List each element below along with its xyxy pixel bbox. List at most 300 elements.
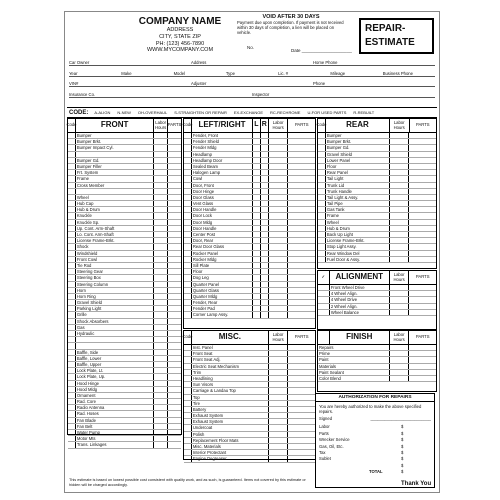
parts-cell[interactable]: [409, 139, 436, 144]
code-cell[interactable]: [68, 152, 76, 157]
parts-cell[interactable]: [288, 176, 315, 181]
labor-cell[interactable]: [269, 345, 289, 350]
code-cell[interactable]: [68, 145, 76, 150]
labor-cell[interactable]: [269, 419, 289, 424]
parts-cell[interactable]: [168, 430, 181, 435]
labor-cell[interactable]: [269, 388, 289, 393]
parts-cell[interactable]: [288, 312, 315, 317]
labor-cell[interactable]: [269, 413, 289, 418]
code-cell[interactable]: [318, 220, 326, 225]
parts-cell[interactable]: [409, 213, 436, 218]
parts-cell[interactable]: [168, 312, 181, 317]
left-check-cell[interactable]: [253, 195, 261, 200]
parts-cell[interactable]: [168, 176, 181, 181]
labor-cell[interactable]: [269, 357, 289, 362]
left-check-cell[interactable]: [253, 294, 261, 299]
right-check-cell[interactable]: [261, 139, 269, 144]
parts-cell[interactable]: [168, 183, 181, 188]
code-cell[interactable]: [184, 345, 192, 350]
labor-cell[interactable]: [390, 201, 410, 206]
parts-cell[interactable]: [168, 207, 181, 212]
code-cell[interactable]: [68, 220, 76, 225]
parts-cell[interactable]: [409, 257, 436, 262]
code-cell[interactable]: [68, 356, 76, 361]
labor-cell[interactable]: [269, 450, 289, 455]
code-cell[interactable]: [68, 139, 76, 144]
labor-cell[interactable]: [154, 300, 168, 305]
parts-cell[interactable]: [168, 325, 181, 330]
code-cell[interactable]: [68, 207, 76, 212]
labor-cell[interactable]: [390, 170, 410, 175]
parts-cell[interactable]: [409, 351, 436, 356]
labor-cell[interactable]: [390, 364, 410, 369]
left-check-cell[interactable]: [253, 251, 261, 256]
parts-cell[interactable]: [409, 238, 436, 243]
labor-cell[interactable]: [154, 244, 168, 249]
code-cell[interactable]: [68, 164, 76, 169]
labor-cell[interactable]: [390, 251, 410, 256]
code-cell[interactable]: [68, 282, 76, 287]
parts-cell[interactable]: [168, 275, 181, 280]
labor-cell[interactable]: [154, 282, 168, 287]
code-cell[interactable]: [318, 310, 330, 315]
labor-cell[interactable]: [269, 220, 289, 225]
labor-cell[interactable]: [269, 189, 289, 194]
code-cell[interactable]: [68, 288, 76, 293]
code-cell[interactable]: [68, 244, 76, 249]
code-cell[interactable]: [318, 176, 326, 181]
code-cell[interactable]: [184, 189, 192, 194]
labor-cell[interactable]: [269, 133, 289, 138]
code-cell[interactable]: [184, 213, 192, 218]
parts-cell[interactable]: [409, 285, 436, 290]
code-cell[interactable]: [184, 456, 192, 461]
code-cell[interactable]: [68, 312, 76, 317]
labor-cell[interactable]: [390, 232, 410, 237]
code-cell[interactable]: [184, 351, 192, 356]
code-cell[interactable]: [68, 319, 76, 324]
parts-cell[interactable]: [288, 345, 315, 350]
labor-cell[interactable]: [390, 183, 410, 188]
right-check-cell[interactable]: [261, 269, 269, 274]
parts-cell[interactable]: [168, 442, 181, 447]
left-check-cell[interactable]: [253, 158, 261, 163]
labor-cell[interactable]: [269, 164, 289, 169]
parts-cell[interactable]: [409, 176, 436, 181]
labor-cell[interactable]: [154, 362, 168, 367]
code-cell[interactable]: [184, 158, 192, 163]
parts-cell[interactable]: [288, 238, 315, 243]
labor-cell[interactable]: [269, 201, 289, 206]
labor-cell[interactable]: [154, 325, 168, 330]
labor-cell[interactable]: [154, 183, 168, 188]
labor-cell[interactable]: [154, 238, 168, 243]
labor-cell[interactable]: [269, 382, 289, 387]
left-check-cell[interactable]: [253, 152, 261, 157]
code-cell[interactable]: [318, 291, 330, 296]
parts-cell[interactable]: [168, 158, 181, 163]
labor-cell[interactable]: [154, 399, 168, 404]
labor-cell[interactable]: [269, 176, 289, 181]
info-field[interactable]: VIN#: [69, 81, 191, 87]
code-cell[interactable]: [184, 306, 192, 311]
code-cell[interactable]: [68, 381, 76, 386]
labor-cell[interactable]: [390, 291, 410, 296]
code-cell[interactable]: [184, 139, 192, 144]
code-cell[interactable]: [184, 275, 192, 280]
parts-cell[interactable]: [168, 350, 181, 355]
left-check-cell[interactable]: [253, 145, 261, 150]
parts-cell[interactable]: [288, 183, 315, 188]
labor-cell[interactable]: [390, 207, 410, 212]
code-cell[interactable]: [184, 388, 192, 393]
right-check-cell[interactable]: [261, 195, 269, 200]
parts-cell[interactable]: [168, 220, 181, 225]
parts-cell[interactable]: [288, 145, 315, 150]
code-cell[interactable]: [68, 350, 76, 355]
labor-cell[interactable]: [390, 285, 410, 290]
left-check-cell[interactable]: [253, 176, 261, 181]
parts-cell[interactable]: [168, 139, 181, 144]
code-cell[interactable]: [68, 331, 76, 336]
code-cell[interactable]: [68, 300, 76, 305]
labor-cell[interactable]: [154, 387, 168, 392]
code-cell[interactable]: [184, 152, 192, 157]
left-check-cell[interactable]: [253, 269, 261, 274]
parts-cell[interactable]: [168, 189, 181, 194]
parts-cell[interactable]: [288, 257, 315, 262]
labor-cell[interactable]: [154, 176, 168, 181]
code-cell[interactable]: [318, 189, 326, 194]
code-cell[interactable]: [318, 232, 326, 237]
labor-cell[interactable]: [269, 232, 289, 237]
code-cell[interactable]: [184, 450, 192, 455]
parts-cell[interactable]: [168, 436, 181, 441]
labor-cell[interactable]: [154, 170, 168, 175]
labor-cell[interactable]: [269, 263, 289, 268]
code-cell[interactable]: [184, 382, 192, 387]
signed-line[interactable]: Signed __________________________: [319, 416, 431, 421]
labor-cell[interactable]: [390, 257, 410, 262]
labor-cell[interactable]: [269, 288, 289, 293]
code-cell[interactable]: [184, 201, 192, 206]
code-cell[interactable]: [318, 244, 326, 249]
left-check-cell[interactable]: [253, 213, 261, 218]
right-check-cell[interactable]: [261, 244, 269, 249]
left-check-cell[interactable]: [253, 220, 261, 225]
parts-cell[interactable]: [288, 456, 315, 461]
right-check-cell[interactable]: [261, 306, 269, 311]
labor-cell[interactable]: [154, 418, 168, 423]
left-check-cell[interactable]: [253, 189, 261, 194]
info-field[interactable]: Car Owner: [69, 60, 191, 66]
labor-cell[interactable]: [269, 395, 289, 400]
parts-cell[interactable]: [168, 152, 181, 157]
labor-cell[interactable]: [154, 139, 168, 144]
parts-cell[interactable]: [288, 370, 315, 375]
labor-cell[interactable]: [269, 282, 289, 287]
labor-cell[interactable]: [154, 251, 168, 256]
right-check-cell[interactable]: [261, 133, 269, 138]
code-cell[interactable]: [184, 220, 192, 225]
parts-cell[interactable]: [288, 413, 315, 418]
parts-cell[interactable]: [409, 133, 436, 138]
info-field[interactable]: Address: [191, 60, 313, 66]
code-cell[interactable]: [68, 195, 76, 200]
labor-cell[interactable]: [269, 351, 289, 356]
labor-cell[interactable]: [390, 139, 410, 144]
right-check-cell[interactable]: [261, 288, 269, 293]
code-cell[interactable]: [184, 364, 192, 369]
left-check-cell[interactable]: [253, 282, 261, 287]
code-cell[interactable]: [184, 195, 192, 200]
parts-cell[interactable]: [168, 362, 181, 367]
code-cell[interactable]: [184, 419, 192, 424]
parts-cell[interactable]: [168, 405, 181, 410]
parts-cell[interactable]: [288, 376, 315, 381]
labor-cell[interactable]: [269, 438, 289, 443]
parts-cell[interactable]: [409, 183, 436, 188]
parts-cell[interactable]: [168, 319, 181, 324]
left-check-cell[interactable]: [253, 232, 261, 237]
code-cell[interactable]: [68, 405, 76, 410]
code-cell[interactable]: [318, 257, 326, 262]
code-cell[interactable]: [68, 387, 76, 392]
parts-cell[interactable]: [409, 251, 436, 256]
code-cell[interactable]: [68, 170, 76, 175]
parts-cell[interactable]: [409, 364, 436, 369]
right-check-cell[interactable]: [261, 183, 269, 188]
parts-cell[interactable]: [168, 418, 181, 423]
left-check-cell[interactable]: [253, 244, 261, 249]
code-cell[interactable]: [318, 251, 326, 256]
code-cell[interactable]: [184, 170, 192, 175]
parts-cell[interactable]: [288, 401, 315, 406]
parts-cell[interactable]: [288, 450, 315, 455]
code-cell[interactable]: [68, 325, 76, 330]
labor-cell[interactable]: [269, 432, 289, 437]
labor-cell[interactable]: [154, 189, 168, 194]
code-cell[interactable]: [68, 238, 76, 243]
labor-cell[interactable]: [269, 376, 289, 381]
labor-cell[interactable]: [390, 310, 410, 315]
labor-cell[interactable]: [154, 164, 168, 169]
labor-cell[interactable]: [269, 226, 289, 231]
code-cell[interactable]: [184, 288, 192, 293]
code-cell[interactable]: [184, 282, 192, 287]
labor-cell[interactable]: [154, 430, 168, 435]
parts-cell[interactable]: [288, 364, 315, 369]
parts-cell[interactable]: [168, 251, 181, 256]
parts-cell[interactable]: [168, 213, 181, 218]
code-cell[interactable]: [184, 312, 192, 317]
parts-cell[interactable]: [288, 382, 315, 387]
code-cell[interactable]: [68, 442, 76, 447]
left-check-cell[interactable]: [253, 170, 261, 175]
parts-cell[interactable]: [288, 300, 315, 305]
parts-cell[interactable]: [168, 393, 181, 398]
code-cell[interactable]: [318, 152, 326, 157]
left-check-cell[interactable]: [253, 164, 261, 169]
labor-cell[interactable]: [390, 297, 410, 302]
labor-cell[interactable]: [269, 170, 289, 175]
parts-cell[interactable]: [168, 368, 181, 373]
labor-cell[interactable]: [154, 207, 168, 212]
labor-cell[interactable]: [269, 238, 289, 243]
parts-cell[interactable]: [409, 244, 436, 249]
labor-cell[interactable]: [390, 244, 410, 249]
info-field[interactable]: Lic. #: [278, 71, 330, 77]
labor-cell[interactable]: [390, 152, 410, 157]
parts-cell[interactable]: [168, 387, 181, 392]
labor-cell[interactable]: [154, 263, 168, 268]
parts-cell[interactable]: [168, 300, 181, 305]
code-cell[interactable]: [68, 176, 76, 181]
code-cell[interactable]: [318, 145, 326, 150]
right-check-cell[interactable]: [261, 164, 269, 169]
parts-cell[interactable]: [288, 294, 315, 299]
labor-cell[interactable]: [390, 376, 410, 381]
code-cell[interactable]: [184, 438, 192, 443]
code-cell[interactable]: [68, 158, 76, 163]
parts-cell[interactable]: [409, 207, 436, 212]
parts-cell[interactable]: [409, 145, 436, 150]
right-check-cell[interactable]: [261, 220, 269, 225]
labor-cell[interactable]: [154, 145, 168, 150]
code-cell[interactable]: [184, 251, 192, 256]
code-cell[interactable]: [184, 376, 192, 381]
code-cell[interactable]: [68, 226, 76, 231]
parts-cell[interactable]: [409, 291, 436, 296]
labor-cell[interactable]: [154, 158, 168, 163]
code-cell[interactable]: [184, 269, 192, 274]
labor-cell[interactable]: [154, 343, 168, 348]
left-check-cell[interactable]: [253, 300, 261, 305]
code-cell[interactable]: [184, 257, 192, 262]
parts-cell[interactable]: [288, 425, 315, 430]
labor-cell[interactable]: [269, 294, 289, 299]
code-cell[interactable]: [318, 133, 326, 138]
labor-cell[interactable]: [390, 370, 410, 375]
right-check-cell[interactable]: [261, 294, 269, 299]
labor-cell[interactable]: [390, 189, 410, 194]
left-check-cell[interactable]: [253, 139, 261, 144]
code-cell[interactable]: [68, 201, 76, 206]
info-field[interactable]: Inspector: [252, 92, 435, 98]
labor-cell[interactable]: [269, 251, 289, 256]
parts-cell[interactable]: [288, 201, 315, 206]
right-check-cell[interactable]: [261, 282, 269, 287]
code-cell[interactable]: [318, 304, 330, 309]
labor-cell[interactable]: [154, 226, 168, 231]
labor-cell[interactable]: [269, 244, 289, 249]
left-check-cell[interactable]: [253, 238, 261, 243]
parts-cell[interactable]: [288, 189, 315, 194]
parts-cell[interactable]: [168, 294, 181, 299]
labor-cell[interactable]: [269, 401, 289, 406]
labor-cell[interactable]: [390, 351, 410, 356]
labor-cell[interactable]: [154, 201, 168, 206]
right-check-cell[interactable]: [261, 189, 269, 194]
parts-cell[interactable]: [168, 424, 181, 429]
labor-cell[interactable]: [269, 158, 289, 163]
labor-cell[interactable]: [269, 364, 289, 369]
code-cell[interactable]: [68, 251, 76, 256]
right-check-cell[interactable]: [261, 201, 269, 206]
code-cell[interactable]: [68, 399, 76, 404]
parts-cell[interactable]: [288, 357, 315, 362]
labor-cell[interactable]: [269, 257, 289, 262]
right-check-cell[interactable]: [261, 207, 269, 212]
code-cell[interactable]: [68, 269, 76, 274]
right-check-cell[interactable]: [261, 226, 269, 231]
labor-cell[interactable]: [390, 345, 410, 350]
info-field[interactable]: Type: [226, 71, 278, 77]
labor-cell[interactable]: [154, 436, 168, 441]
code-cell[interactable]: [184, 207, 192, 212]
labor-cell[interactable]: [390, 226, 410, 231]
parts-cell[interactable]: [168, 164, 181, 169]
labor-cell[interactable]: [154, 405, 168, 410]
parts-cell[interactable]: [168, 356, 181, 361]
labor-cell[interactable]: [269, 370, 289, 375]
labor-cell[interactable]: [269, 269, 289, 274]
parts-cell[interactable]: [168, 238, 181, 243]
code-cell[interactable]: [318, 164, 326, 169]
labor-cell[interactable]: [154, 424, 168, 429]
parts-cell[interactable]: [168, 263, 181, 268]
parts-cell[interactable]: [409, 370, 436, 375]
code-cell[interactable]: [68, 275, 76, 280]
code-cell[interactable]: [184, 145, 192, 150]
left-check-cell[interactable]: [253, 288, 261, 293]
code-cell[interactable]: [184, 244, 192, 249]
labor-cell[interactable]: [269, 183, 289, 188]
labor-cell[interactable]: [269, 145, 289, 150]
parts-cell[interactable]: [168, 195, 181, 200]
labor-cell[interactable]: [154, 374, 168, 379]
code-cell[interactable]: [184, 357, 192, 362]
code-cell[interactable]: [184, 395, 192, 400]
right-check-cell[interactable]: [261, 275, 269, 280]
parts-cell[interactable]: [288, 351, 315, 356]
left-check-cell[interactable]: [253, 133, 261, 138]
parts-cell[interactable]: [409, 345, 436, 350]
code-cell[interactable]: [68, 418, 76, 423]
code-cell[interactable]: [68, 393, 76, 398]
parts-cell[interactable]: [409, 195, 436, 200]
parts-cell[interactable]: [288, 282, 315, 287]
info-field[interactable]: Phone: [313, 81, 435, 87]
code-cell[interactable]: [318, 238, 326, 243]
total-line[interactable]: [316, 469, 434, 475]
parts-cell[interactable]: [168, 201, 181, 206]
labor-cell[interactable]: [154, 356, 168, 361]
parts-cell[interactable]: [168, 232, 181, 237]
parts-cell[interactable]: [409, 226, 436, 231]
code-cell[interactable]: [68, 294, 76, 299]
parts-cell[interactable]: [288, 195, 315, 200]
parts-cell[interactable]: [288, 164, 315, 169]
parts-cell[interactable]: [409, 170, 436, 175]
code-cell[interactable]: [68, 257, 76, 262]
parts-cell[interactable]: [409, 189, 436, 194]
parts-cell[interactable]: [409, 376, 436, 381]
labor-cell[interactable]: [154, 368, 168, 373]
labor-cell[interactable]: [154, 381, 168, 386]
date-field[interactable]: Date ____________________: [291, 48, 352, 53]
labor-cell[interactable]: [390, 158, 410, 163]
